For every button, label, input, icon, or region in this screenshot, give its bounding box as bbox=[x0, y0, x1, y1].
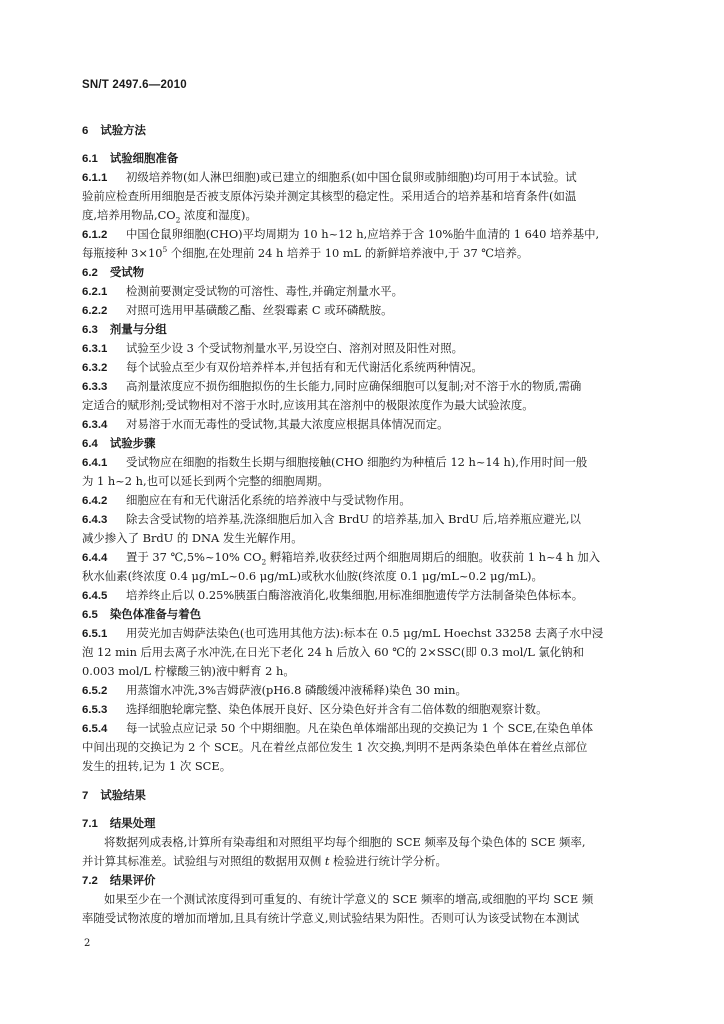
section-6-2-heading: 6.2 受试物 bbox=[82, 265, 145, 279]
para-6-1-1-line2: 验前应检查所用细胞是否被支原体污染并测定其核型的稳定性。采用适合的培养基和培育条件(如温 bbox=[82, 189, 577, 203]
para-6-5-1-line1: 6.5.1 用荧光加吉姆萨法染色(也可选用其他方法):标本在 0.5 μg/mL Hoechst 33258 去离子水中浸 bbox=[82, 626, 604, 640]
section-6-5-heading: 6.5 染色体准备与着色 bbox=[82, 607, 201, 621]
section-6-4-heading: 6.4 试验步骤 bbox=[82, 436, 156, 450]
para-6-5-1-line3: 0.003 mol/L 柠檬酸三钠)液中孵育 2 h。 bbox=[82, 664, 295, 678]
para-6-3-3-line1: 6.3.3 高剂量浓度应不损伤细胞拟伤的生长能力,同时应确保细胞可以复制;对不溶于水的物质,需确 bbox=[82, 379, 582, 393]
para-6-1-1-line1: 6.1.1 初级培养物(如人淋巴细胞)或已建立的细胞系(如中国仓鼠卵或肺细胞)均可用于本试验。试 bbox=[82, 170, 577, 184]
para-6-4-2: 6.4.2 细胞应在有和无代谢活化系统的培养液中与受试物作用。 bbox=[82, 493, 411, 507]
para-6-5-4-line3: 发生的扭转,记为 1 次 SCE。 bbox=[82, 759, 232, 773]
para-7-1-line2: 并计算其标准差。试验组与对照组的数据用双侧 t 检验进行统计学分析。 bbox=[82, 854, 447, 868]
standard-code: SN/T 2497.6—2010 bbox=[82, 79, 187, 91]
para-7-1-line1: 将数据列成表格,计算所有染毒组和对照组平均每个细胞的 SCE 频率及每个染色体的 SCE 频率, bbox=[104, 835, 586, 849]
para-6-4-4-line1: 6.4.4 置于 37 ℃,5%~10% $CO_2$ 孵箱培养,收获经过两个细胞周期后的细胞。收获前 1 h~4 h 加入 bbox=[82, 550, 601, 567]
section-7-2-heading: 7.2 结果评价 bbox=[82, 873, 156, 887]
section-7-heading: 7 试验结果 bbox=[82, 788, 146, 802]
para-6-1-1-line3: 度,培养用物品$,CO_2$ 浓度和湿度)。 bbox=[82, 208, 257, 225]
section-6-1-heading: 6.1 试验细胞准备 bbox=[82, 151, 179, 165]
para-6-5-4-line1: 6.5.4 每一试验点应记录 50 个中期细胞。凡在染色单体端部出现的交换记为 1 个 SCE,在染色单体 bbox=[82, 721, 593, 735]
para-6-3-3-line2: 定适合的赋形剂;受试物相对不溶于水时,应该用其在溶剂中的极限浓度作为最大试验浓度。 bbox=[82, 398, 534, 412]
para-6-4-4-line2: 秋水仙素(终浓度 0.4 μg/mL~0.6 μg/mL)或秋水仙胺(终浓度 0.1 μg/mL~0.2 μg/mL)。 bbox=[82, 569, 543, 583]
para-7-2-line2: 率随受试物浓度的增加而增加,且具有统计学意义,则试验结果为阳性。否则可认为该受试物在本测试 bbox=[82, 911, 580, 925]
para-6-3-4: 6.3.4 对易溶于水而无毒性的受试物,其最大浓度应根据具体情况而定。 bbox=[82, 417, 449, 431]
page-number: 2 bbox=[84, 938, 91, 949]
para-6-2-1: 6.2.1 检测前要测定受试物的可溶性、毒性,并确定剂量水平。 bbox=[82, 284, 403, 298]
para-6-5-1-line2: 泡 12 min 后用去离子水冲洗,在日光下老化 24 h 后放入 60 ℃的 2×SSC(即 0.3 mol/L 氯化钠和 bbox=[82, 645, 584, 659]
para-6-5-4-line2: 中间出现的交换记为 2 个 SCE。凡在着丝点部位发生 1 次交换,判明不是两条染色单体在着丝点部位 bbox=[82, 740, 588, 754]
para-6-1-2-line2: 每瓶接种 $3\times 10^5$ 个细胞,在处理前 24 h 培养于 10 mL 的新鲜培养液中,于 37 ℃培养。 bbox=[82, 245, 529, 260]
section-7-1-heading: 7.1 结果处理 bbox=[82, 816, 156, 830]
para-6-3-2: 6.3.2 每个试验点至少有双份培养样本,并包括有和无代谢活化系统两种情况。 bbox=[82, 360, 483, 374]
para-6-4-1-line1: 6.4.1 受试物应在细胞的指数生长期与细胞接触(CHO 细胞约为种植后 12 h~14 h),作用时间一般 bbox=[82, 455, 588, 469]
para-6-2-2: 6.2.2 对照可选用甲基磺酸乙酯、丝裂霉素 C 或环磷酰胺。 bbox=[82, 303, 393, 317]
para-6-1-2-line1: 6.1.2 中国仓鼠卵细胞(CHO)平均周期为 10 h~12 h,应培养于含 10%胎牛血清的 1 640 培养基中, bbox=[82, 227, 600, 241]
para-7-2-line1: 如果至少在一个测试浓度得到可重复的、有统计学意义的 SCE 频率的增高,或细胞的平均 SCE 频 bbox=[104, 892, 594, 906]
para-6-5-3: 6.5.3 选择细胞轮廓完整、染色体展开良好、区分染色好并含有二倍体数的细胞观察计数。 bbox=[82, 702, 548, 716]
para-6-4-1-line2: 为 1 h~2 h,也可以延长到两个完整的细胞周期。 bbox=[82, 474, 329, 488]
para-6-4-3-line1: 6.4.3 除去含受试物的培养基,洗涤细胞后加入含 BrdU 的培养基,加入 BrdU 后,培养瓶应避光,以 bbox=[82, 512, 581, 526]
para-6-4-3-line2: 减少掺入了 BrdU 的 DNA 发生光解作用。 bbox=[82, 531, 303, 545]
section-6-heading: 6 试验方法 bbox=[82, 123, 146, 137]
para-6-4-5: 6.4.5 培养终止后以 0.25%胰蛋白酶溶液消化,收集细胞,用标准细胞遗传学方法制备染色体标本。 bbox=[82, 588, 584, 602]
para-6-5-2: 6.5.2 用蒸馏水冲洗,3%吉姆萨液(pH6.8 磷酸缓冲液稀释)染色 30 min。 bbox=[82, 683, 467, 697]
section-6-3-heading: 6.3 剂量与分组 bbox=[82, 322, 167, 336]
para-6-3-1: 6.3.1 试验至少设 3 个受试物剂量水平,另设空白、溶剂对照及阳性对照。 bbox=[82, 341, 464, 355]
